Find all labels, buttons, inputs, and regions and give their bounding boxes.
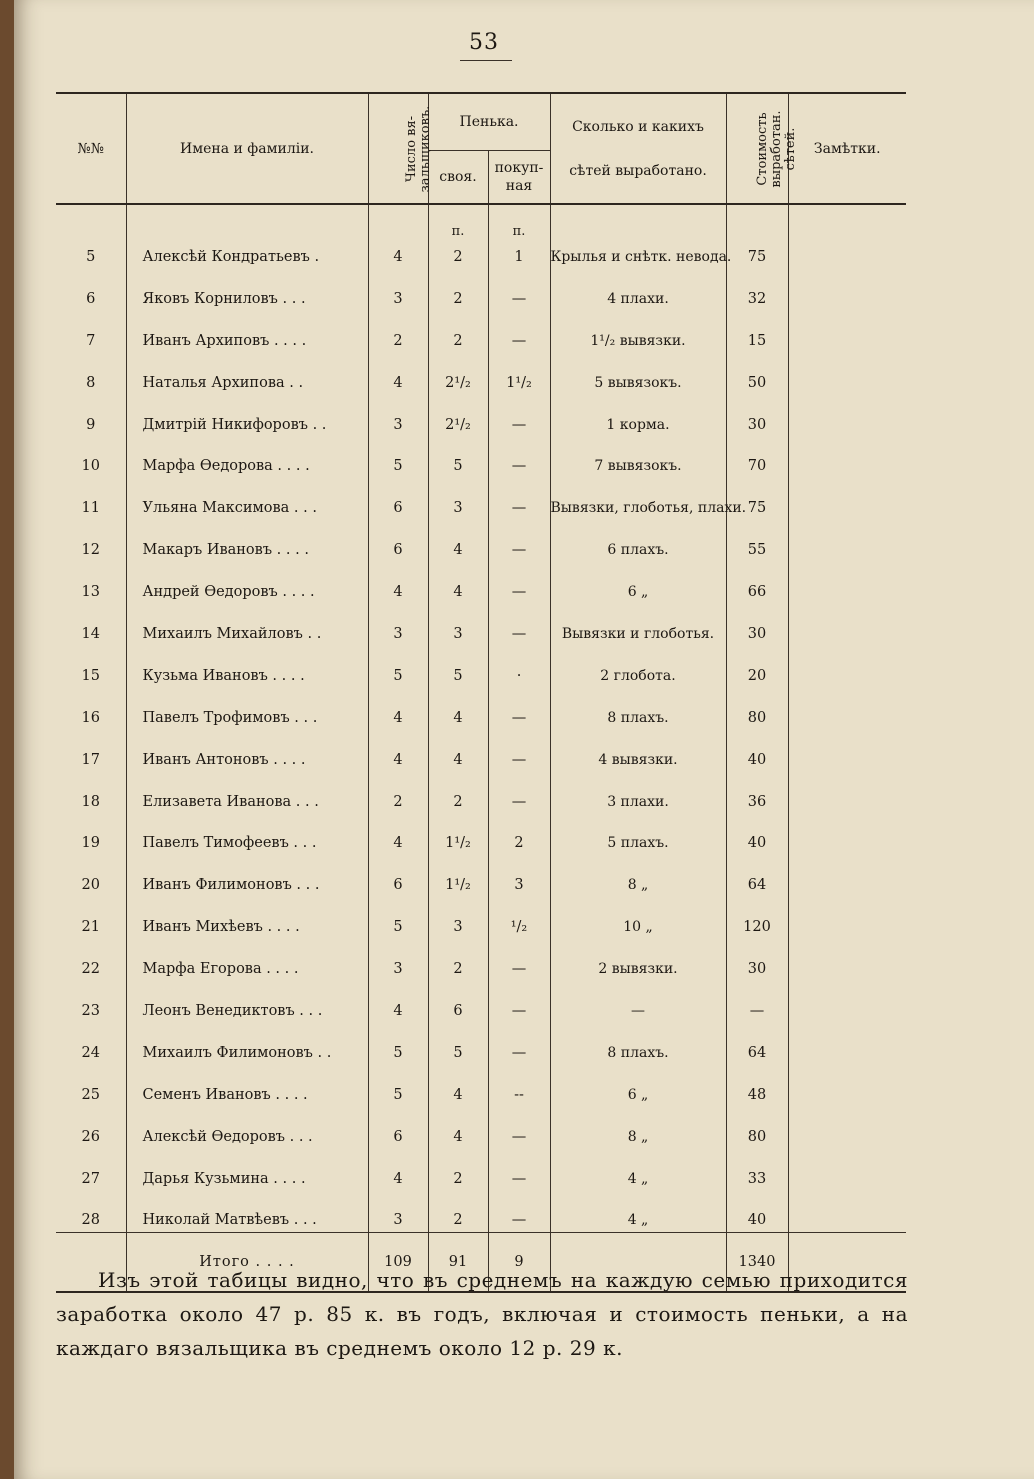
unit-bought: п. bbox=[488, 204, 550, 239]
row-cost: 64 bbox=[726, 855, 788, 897]
row-count: 4 bbox=[368, 981, 428, 1023]
row-nets: 1 корма. bbox=[550, 395, 726, 437]
row-number: 27 bbox=[56, 1149, 126, 1191]
row-name: Елизавета Иванова . . . bbox=[126, 772, 368, 814]
row-hemp-bought: — bbox=[488, 1191, 550, 1233]
row-hemp-bought: 2 bbox=[488, 814, 550, 856]
row-cost: 30 bbox=[726, 395, 788, 437]
row-hemp-bought: — bbox=[488, 772, 550, 814]
row-hemp-own: 5 bbox=[428, 1023, 488, 1065]
row-count: 3 bbox=[368, 939, 428, 981]
row-hemp-bought: — bbox=[488, 562, 550, 604]
units-row bbox=[56, 204, 906, 239]
row-name: Михаилъ Михайловъ . . bbox=[126, 604, 368, 646]
row-notes bbox=[788, 395, 906, 437]
row-name: Леонъ Венедиктовъ . . . bbox=[126, 981, 368, 1023]
table-row bbox=[56, 730, 906, 772]
row-notes bbox=[788, 520, 906, 562]
row-name: Ульяна Максимова . . . bbox=[126, 478, 368, 520]
row-cost: 120 bbox=[726, 897, 788, 939]
row-notes bbox=[788, 855, 906, 897]
row-notes bbox=[788, 239, 906, 269]
row-notes bbox=[788, 730, 906, 772]
row-cost: — bbox=[726, 981, 788, 1023]
row-number: 19 bbox=[56, 814, 126, 856]
row-count: 4 bbox=[368, 562, 428, 604]
row-hemp-own: 2¹/₂ bbox=[428, 395, 488, 437]
row-nets: Вывязки и глоботья. bbox=[550, 604, 726, 646]
row-cost: 80 bbox=[726, 688, 788, 730]
row-nets: 8 плахъ. bbox=[550, 688, 726, 730]
row-number: 22 bbox=[56, 939, 126, 981]
row-cost: 36 bbox=[726, 772, 788, 814]
row-number: 20 bbox=[56, 855, 126, 897]
header-hemp-bought: покуп-ная bbox=[488, 151, 550, 205]
row-count: 5 bbox=[368, 1065, 428, 1107]
row-number: 11 bbox=[56, 478, 126, 520]
row-hemp-own: 2 bbox=[428, 1149, 488, 1191]
row-hemp-own: 2 bbox=[428, 772, 488, 814]
row-cost: 30 bbox=[726, 604, 788, 646]
row-notes bbox=[788, 353, 906, 395]
row-count: 4 bbox=[368, 730, 428, 772]
row-cost: 50 bbox=[726, 353, 788, 395]
row-cost: 75 bbox=[726, 478, 788, 520]
header-nets-text: Сколько и какихъ сѣтей выработано. bbox=[569, 118, 707, 179]
table-body bbox=[56, 204, 906, 1233]
row-name: Макаръ Ивановъ . . . . bbox=[126, 520, 368, 562]
row-number: 23 bbox=[56, 981, 126, 1023]
row-count: 6 bbox=[368, 855, 428, 897]
row-nets: 3 плахи. bbox=[550, 772, 726, 814]
row-hemp-bought: 3 bbox=[488, 855, 550, 897]
row-number: 9 bbox=[56, 395, 126, 437]
row-hemp-bought: — bbox=[488, 311, 550, 353]
row-name: Яковъ Корниловъ . . . bbox=[126, 269, 368, 311]
row-notes bbox=[788, 1065, 906, 1107]
row-nets: — bbox=[550, 981, 726, 1023]
table-row bbox=[56, 646, 906, 688]
row-hemp-own: 5 bbox=[428, 646, 488, 688]
row-count: 5 bbox=[368, 1023, 428, 1065]
row-nets: 1¹/₂ вывязки. bbox=[550, 311, 726, 353]
row-name: Алексѣй Өедоровъ . . . bbox=[126, 1107, 368, 1149]
table-row bbox=[56, 520, 906, 562]
row-number: 7 bbox=[56, 311, 126, 353]
row-hemp-bought: — bbox=[488, 688, 550, 730]
row-name: Наталья Архипова . . bbox=[126, 353, 368, 395]
row-nets: 4 плахи. bbox=[550, 269, 726, 311]
row-nets: 2 глобота. bbox=[550, 646, 726, 688]
table-row bbox=[56, 772, 906, 814]
row-hemp-own: 3 bbox=[428, 478, 488, 520]
ledger-table bbox=[56, 92, 906, 1293]
row-count: 4 bbox=[368, 353, 428, 395]
row-notes bbox=[788, 1191, 906, 1233]
row-hemp-own: 2 bbox=[428, 939, 488, 981]
table-row bbox=[56, 981, 906, 1023]
row-notes bbox=[788, 1107, 906, 1149]
table-row bbox=[56, 1107, 906, 1149]
row-hemp-bought: — bbox=[488, 520, 550, 562]
table-row bbox=[56, 897, 906, 939]
row-hemp-bought: — bbox=[488, 478, 550, 520]
row-name: Иванъ Антоновъ . . . . bbox=[126, 730, 368, 772]
row-number: 18 bbox=[56, 772, 126, 814]
row-name: Кузьма Ивановъ . . . . bbox=[126, 646, 368, 688]
row-number: 25 bbox=[56, 1065, 126, 1107]
row-notes bbox=[788, 1023, 906, 1065]
row-hemp-own: 1¹/₂ bbox=[428, 814, 488, 856]
table-row bbox=[56, 1191, 906, 1233]
row-count: 3 bbox=[368, 1191, 428, 1233]
row-cost: 33 bbox=[726, 1149, 788, 1191]
row-notes bbox=[788, 772, 906, 814]
row-count: 3 bbox=[368, 269, 428, 311]
row-cost: 20 bbox=[726, 646, 788, 688]
header-count bbox=[368, 93, 433, 204]
unit-own: п. bbox=[428, 204, 488, 239]
header-cost bbox=[726, 93, 798, 204]
row-notes bbox=[788, 981, 906, 1023]
row-hemp-bought: — bbox=[488, 1023, 550, 1065]
row-nets: 7 вывязокъ. bbox=[550, 437, 726, 479]
row-name: Иванъ Михѣевъ . . . . bbox=[126, 897, 368, 939]
header-cost-text: Стоимость выработан. сѣтей. bbox=[754, 109, 798, 188]
row-number: 26 bbox=[56, 1107, 126, 1149]
row-hemp-own: 6 bbox=[428, 981, 488, 1023]
row-nets: 2 вывязки. bbox=[550, 939, 726, 981]
row-hemp-own: 4 bbox=[428, 562, 488, 604]
row-count: 4 bbox=[368, 814, 428, 856]
row-hemp-own: 1¹/₂ bbox=[428, 855, 488, 897]
row-notes bbox=[788, 562, 906, 604]
row-cost: 40 bbox=[726, 1191, 788, 1233]
row-name: Дмитрій Никифоровъ . . bbox=[126, 395, 368, 437]
row-nets: 4 „ bbox=[550, 1149, 726, 1191]
total-cost: 1340 bbox=[726, 1233, 788, 1293]
row-hemp-bought: — bbox=[488, 981, 550, 1023]
row-number: 12 bbox=[56, 520, 126, 562]
row-notes bbox=[788, 1149, 906, 1191]
row-name: Павелъ Тимофеевъ . . . bbox=[126, 814, 368, 856]
row-cost: 80 bbox=[726, 1107, 788, 1149]
row-notes bbox=[788, 311, 906, 353]
row-hemp-bought: — bbox=[488, 437, 550, 479]
row-notes bbox=[788, 646, 906, 688]
total-count: 109 bbox=[368, 1233, 428, 1293]
table-row bbox=[56, 688, 906, 730]
row-hemp-own: 4 bbox=[428, 520, 488, 562]
table-row bbox=[56, 478, 906, 520]
row-hemp-own: 2 bbox=[428, 1191, 488, 1233]
table-row bbox=[56, 353, 906, 395]
header-count-text: Число вя-зальщиковъ. bbox=[403, 105, 433, 192]
row-number: 6 bbox=[56, 269, 126, 311]
row-cost: 15 bbox=[726, 311, 788, 353]
row-hemp-own: 3 bbox=[428, 604, 488, 646]
row-number: 21 bbox=[56, 897, 126, 939]
row-name: Андрей Өедоровъ . . . . bbox=[126, 562, 368, 604]
row-notes bbox=[788, 604, 906, 646]
row-name: Николай Матвѣевъ . . . bbox=[126, 1191, 368, 1233]
header-hemp: Пенька. bbox=[428, 93, 550, 151]
table-row bbox=[56, 395, 906, 437]
row-name: Михаилъ Филимоновъ . . bbox=[126, 1023, 368, 1065]
header-num: №№ bbox=[56, 93, 126, 204]
row-count: 5 bbox=[368, 897, 428, 939]
row-count: 3 bbox=[368, 395, 428, 437]
row-name: Иванъ Филимоновъ . . . bbox=[126, 855, 368, 897]
row-cost: 48 bbox=[726, 1065, 788, 1107]
table-row bbox=[56, 939, 906, 981]
total-label: Итого . . . . bbox=[126, 1233, 368, 1293]
table-row bbox=[56, 1023, 906, 1065]
table-row bbox=[56, 239, 906, 269]
row-nets: 6 „ bbox=[550, 1065, 726, 1107]
row-name: Дарья Кузьмина . . . . bbox=[126, 1149, 368, 1191]
row-count: 5 bbox=[368, 646, 428, 688]
row-nets: 6 „ bbox=[550, 562, 726, 604]
row-name: Марфа Егорова . . . . bbox=[126, 939, 368, 981]
page bbox=[14, 0, 1034, 1479]
header-notes: Замѣтки. bbox=[788, 93, 906, 204]
row-number: 8 bbox=[56, 353, 126, 395]
row-hemp-own: 2 bbox=[428, 311, 488, 353]
table-row bbox=[56, 1149, 906, 1191]
row-cost: 75 bbox=[726, 239, 788, 269]
row-number: 14 bbox=[56, 604, 126, 646]
total-bought: 9 bbox=[488, 1233, 550, 1293]
row-number: 28 bbox=[56, 1191, 126, 1233]
row-hemp-bought: — bbox=[488, 269, 550, 311]
row-count: 6 bbox=[368, 478, 428, 520]
row-notes bbox=[788, 939, 906, 981]
row-notes bbox=[788, 897, 906, 939]
row-hemp-own: 3 bbox=[428, 897, 488, 939]
row-number: 24 bbox=[56, 1023, 126, 1065]
row-hemp-own: 4 bbox=[428, 688, 488, 730]
total-own: 91 bbox=[428, 1233, 488, 1293]
row-notes bbox=[788, 437, 906, 479]
row-count: 5 bbox=[368, 437, 428, 479]
row-nets: 8 „ bbox=[550, 855, 726, 897]
table-row bbox=[56, 437, 906, 479]
table-row bbox=[56, 814, 906, 856]
table-row bbox=[56, 269, 906, 311]
table-header bbox=[56, 93, 906, 204]
row-nets: Крылья и снѣтк. невода. bbox=[550, 239, 726, 269]
row-count: 2 bbox=[368, 772, 428, 814]
row-name: Марфа Өедорова . . . . bbox=[126, 437, 368, 479]
row-count: 4 bbox=[368, 688, 428, 730]
row-count: 4 bbox=[368, 239, 428, 269]
row-cost: 64 bbox=[726, 1023, 788, 1065]
row-cost: 30 bbox=[726, 939, 788, 981]
row-hemp-bought: — bbox=[488, 730, 550, 772]
header-nets bbox=[550, 93, 726, 204]
row-hemp-bought: — bbox=[488, 395, 550, 437]
row-notes bbox=[788, 269, 906, 311]
row-cost: 40 bbox=[726, 730, 788, 772]
row-number: 13 bbox=[56, 562, 126, 604]
row-hemp-bought: — bbox=[488, 1107, 550, 1149]
row-name: Павелъ Трофимовъ . . . bbox=[126, 688, 368, 730]
row-notes bbox=[788, 478, 906, 520]
row-nets: 8 „ bbox=[550, 1107, 726, 1149]
page-number-rule bbox=[460, 60, 512, 61]
row-hemp-bought: — bbox=[488, 1149, 550, 1191]
summary-paragraph: Изъ этой табицы видно, что въ среднемъ на каждую семью приходится заработка около 47 р. 85 к. въ годъ, включая и стоимость пеньки, а на каждаго вязальщика въ среднемъ около 12 р. 29 к. bbox=[56, 1268, 908, 1360]
row-count: 2 bbox=[368, 311, 428, 353]
row-number: 10 bbox=[56, 437, 126, 479]
row-nets: 4 вывязки. bbox=[550, 730, 726, 772]
row-name: Иванъ Архиповъ . . . . bbox=[126, 311, 368, 353]
row-nets: 6 плахъ. bbox=[550, 520, 726, 562]
row-count: 3 bbox=[368, 604, 428, 646]
row-cost: 66 bbox=[726, 562, 788, 604]
row-name: Семенъ Ивановъ . . . . bbox=[126, 1065, 368, 1107]
row-nets: 5 плахъ. bbox=[550, 814, 726, 856]
row-hemp-own: 2 bbox=[428, 269, 488, 311]
row-hemp-bought: 1¹/₂ bbox=[488, 353, 550, 395]
row-hemp-bought: · bbox=[488, 646, 550, 688]
table-row bbox=[56, 855, 906, 897]
row-hemp-bought: — bbox=[488, 604, 550, 646]
page-number: 53 bbox=[469, 30, 499, 55]
row-nets: 10 „ bbox=[550, 897, 726, 939]
row-hemp-own: 4 bbox=[428, 1065, 488, 1107]
row-hemp-bought: -- bbox=[488, 1065, 550, 1107]
row-hemp-own: 2¹/₂ bbox=[428, 353, 488, 395]
row-notes bbox=[788, 688, 906, 730]
row-number: 17 bbox=[56, 730, 126, 772]
row-number: 5 bbox=[56, 239, 126, 269]
row-hemp-bought: 1 bbox=[488, 239, 550, 269]
header-hemp-own: своя. bbox=[428, 151, 488, 205]
row-count: 6 bbox=[368, 1107, 428, 1149]
row-count: 6 bbox=[368, 520, 428, 562]
row-cost: 40 bbox=[726, 814, 788, 856]
row-hemp-own: 4 bbox=[428, 1107, 488, 1149]
row-name: Алексѣй Кондратьевъ . bbox=[126, 239, 368, 269]
row-count: 4 bbox=[368, 1149, 428, 1191]
row-notes bbox=[788, 814, 906, 856]
row-hemp-bought: ¹/₂ bbox=[488, 897, 550, 939]
row-hemp-own: 2 bbox=[428, 239, 488, 269]
row-nets: Вывязки, глоботья, плахи. bbox=[550, 478, 726, 520]
row-hemp-own: 5 bbox=[428, 437, 488, 479]
row-number: 16 bbox=[56, 688, 126, 730]
row-cost: 55 bbox=[726, 520, 788, 562]
row-cost: 32 bbox=[726, 269, 788, 311]
row-nets: 8 плахъ. bbox=[550, 1023, 726, 1065]
table-row bbox=[56, 311, 906, 353]
row-nets: 4 „ bbox=[550, 1191, 726, 1233]
table-row bbox=[56, 1065, 906, 1107]
header-name: Имена и фамиліи. bbox=[126, 93, 368, 204]
row-nets: 5 вывязокъ. bbox=[550, 353, 726, 395]
row-cost: 70 bbox=[726, 437, 788, 479]
table-row bbox=[56, 562, 906, 604]
table-row bbox=[56, 604, 906, 646]
row-number: 15 bbox=[56, 646, 126, 688]
row-hemp-bought: — bbox=[488, 939, 550, 981]
row-hemp-own: 4 bbox=[428, 730, 488, 772]
